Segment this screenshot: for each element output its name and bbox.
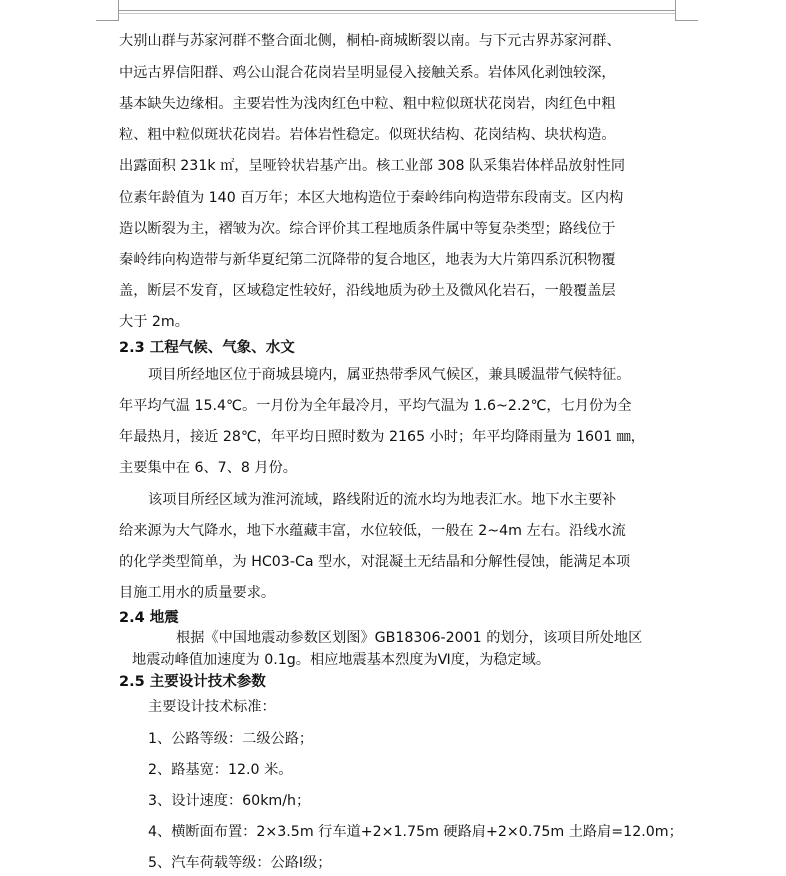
paragraph-line: 大别山群与苏家河群不整合面北侧，桐柏-商城断裂以南。与下元古界苏家河群、	[119, 33, 621, 49]
page-corner-mark-left	[96, 0, 119, 21]
paragraph-line: 目施工用水的质量要求。	[119, 585, 276, 601]
paragraph-line: 年最热月，接近 28℃，年平均日照时数为 2165 小时；年平均降雨量为 1601 ㎜，	[119, 429, 645, 445]
paragraph-line: 基本缺失边缘相。主要岩性为浅肉红色中粒、粗中粒似斑状花岗岩，肉红色中粗	[119, 96, 616, 112]
section-heading-2-4: 2.4 地震	[119, 610, 179, 626]
paragraph-line: 位素年龄值为 140 百万年；本区大地构造位于秦岭纬向构造带东段南支。区内构	[119, 190, 624, 206]
paragraph-line: 盖，断层不发育，区域稳定性较好，沿线地质为砂土及微风化岩石，一般覆盖层	[119, 283, 616, 299]
list-item: 4、横断面布置：2×3.5m 行车道+2×1.75m 硬路肩+2×0.75m 土路肩=12.0m；	[148, 824, 683, 840]
paragraph-line: 地震动峰值加速度为 0.1g。相应地震基本烈度为Ⅵ度，为稳定域。	[132, 652, 551, 668]
paragraph-line: 的化学类型简单，为 HC03-Ca 型水，对混凝土无结晶和分解性侵蚀，能满足本项	[119, 554, 631, 570]
paragraph-line: 主要集中在 6、7、8 月份。	[119, 460, 297, 476]
paragraph-line: 秦岭纬向构造带与新华夏纪第二沉降带的复合地区，地表为大片第四系沉积物覆	[119, 252, 616, 268]
paragraph-line: 造以断裂为主，褶皱为次。综合评价其工程地质条件属中等复杂类型；路线位于	[119, 221, 616, 237]
list-item: 1、公路等级：二级公路；	[148, 731, 314, 747]
paragraph-line: 大于 2m。	[119, 314, 189, 330]
paragraph-line: 中远古界信阳群、鸡公山混合花岗岩呈明显侵入接触关系。岩体风化剥蚀较深，	[119, 65, 616, 81]
section-heading-2-5: 2.5 主要设计技术参数	[119, 674, 266, 690]
header-rule-secondary	[119, 13, 675, 14]
header-rule	[119, 10, 675, 11]
list-item: 2、路基宽：12.0 米。	[148, 762, 293, 778]
section-heading-2-3: 2.3 工程气候、气象、水文	[119, 340, 295, 356]
paragraph-line: 根据《中国地震动参数区划图》GB18306-2001 的划分，该项目所处地区	[176, 630, 643, 646]
list-item: 5、汽车荷载等级：公路Ⅰ级；	[148, 855, 332, 871]
paragraph-line: 给来源为大气降水，地下水蕴藏丰富，水位较低，一般在 2~4m 左右。沿线水流	[119, 523, 626, 539]
paragraph-line: 年平均气温 15.4℃。一月份为全年最冷月，平均气温为 1.6~2.2℃，七月份为全	[119, 398, 632, 414]
paragraph-line: 项目所经地区位于商城县境内，属亚热带季风气候区，兼具暖温带气候特征。	[148, 367, 631, 383]
paragraph-line: 出露面积 231k ㎡，呈哑铃状岩基产出。核工业部 308 队采集岩体样品放射性同	[119, 158, 626, 174]
page-corner-mark-right	[675, 0, 698, 21]
paragraph-line: 粒、粗中粒似斑状花岗岩。岩体岩性稳定。似斑状结构、花岗结构、块状构造。	[119, 127, 616, 143]
list-intro: 主要设计技术标准：	[148, 699, 276, 715]
paragraph-line: 该项目所经区域为淮河流域，路线附近的流水均为地表汇水。地下水主要补	[148, 492, 617, 508]
list-item: 3、设计速度：60km/h；	[148, 793, 311, 809]
